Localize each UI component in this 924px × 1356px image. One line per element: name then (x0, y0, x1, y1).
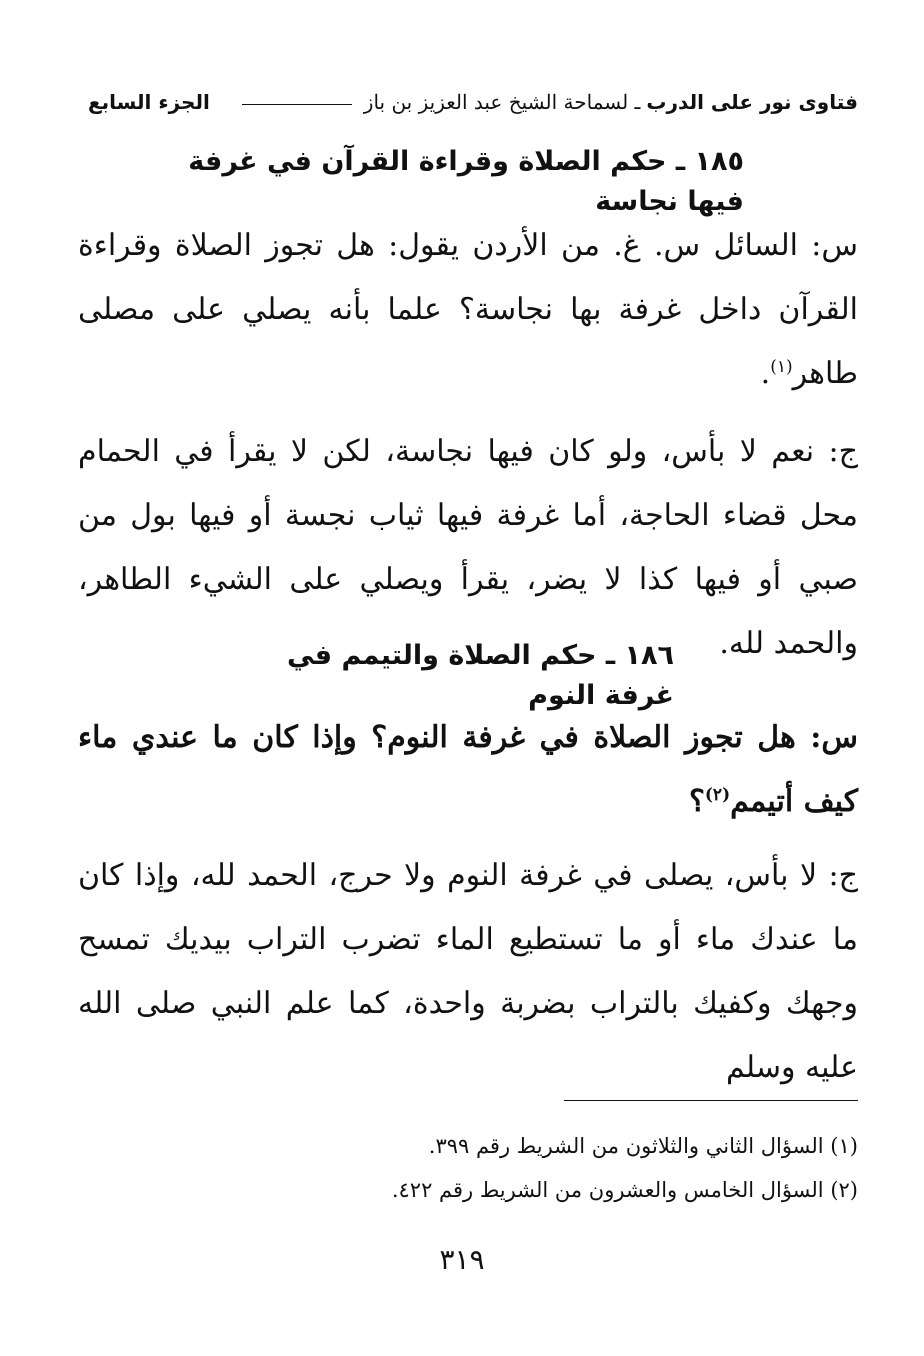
answer-label: ج: (828, 434, 858, 469)
volume-label: الجزء السابع (88, 90, 210, 114)
footnote-1: (١) السؤال الثاني والثلاثون من الشريط رقم ٣٩٩. (428, 1134, 858, 1158)
book-title: فتاوى نور على الدرب (646, 90, 858, 114)
question-label: س: (811, 228, 858, 263)
page-number: ٣١٩ (439, 1243, 485, 1276)
question-text: السائل س. غ. من الأردن يقول: هل تجوز الصلاة وقراءة القرآن داخل غرفة بها نجاسة؟ علما بأنه يصلي على مصلى طاهر (78, 228, 858, 391)
question-186 (78, 706, 858, 834)
question-text: هل تجوز الصلاة في غرفة النوم؟ وإذا كان ما عندي ماء كيف أتيمم (78, 720, 858, 819)
footnote-2: (٢) السؤال الخامس والعشرون من الشريط رقم ٤٢٢. (391, 1178, 858, 1202)
footnotes (78, 1124, 858, 1212)
header-rule (242, 104, 352, 105)
question-end-mark: . (760, 356, 771, 391)
answer-label: ج: (828, 858, 858, 893)
footnote-reference-1[interactable]: (١) (770, 357, 793, 377)
running-header (88, 84, 858, 120)
author-name: ـ لسماحة الشيخ عبد العزيز بن باز (363, 90, 641, 114)
answer-186 (78, 844, 858, 1100)
answer-text: لا بأس، يصلى في غرفة النوم ولا حرج، الحمد لله، وإذا كان ما عندك ماء أو ما تستطيع الماء تضرب التراب بيديك تمسح وجهك وكفيك بالتراب بضربة واحدة، كما علم النبي صلى الله عليه وسلم (78, 858, 858, 1085)
question-label: س: (810, 720, 858, 755)
running-header-title-group (236, 84, 858, 120)
section-heading-186: ١٨٦ ـ حكم الصلاة والتيمم في غرفة النوم (287, 640, 674, 711)
footnote-reference-2[interactable]: (٢) (704, 785, 731, 805)
question-end-mark: ؟ (688, 784, 705, 819)
footnote-separator (564, 1100, 858, 1101)
section-heading-185: ١٨٥ ـ حكم الصلاة وقراءة القرآن في غرفة فيها نجاسة (188, 146, 744, 217)
question-185 (78, 214, 858, 406)
answer-text: نعم لا بأس، ولو كان فيها نجاسة، لكن لا يقرأ في الحمام محل قضاء الحاجة، أما غرفة فيها ثياب نجسة أو فيها بول من صبي أو فيها كذا لا يضر، يقرأ ويصلي على الشيء الطاهر، والحمد لله. (78, 434, 858, 661)
